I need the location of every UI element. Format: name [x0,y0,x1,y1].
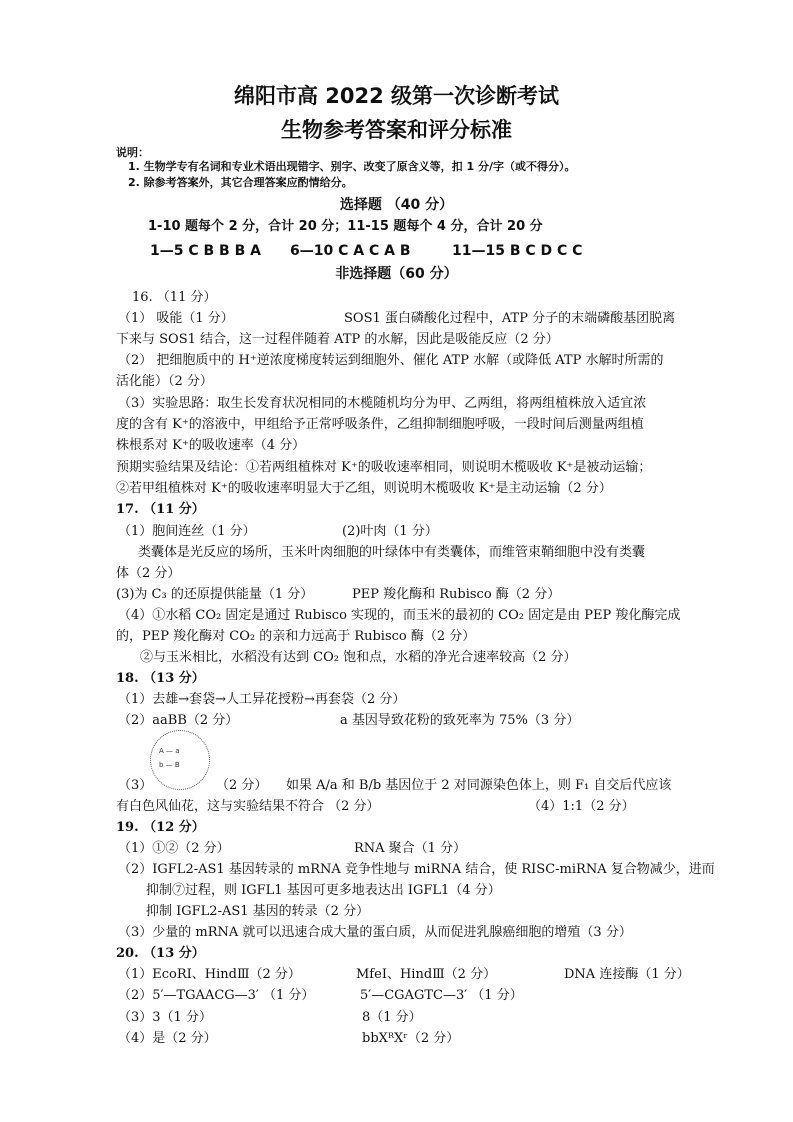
q16-ans1-part3: 下来与 SOS1 结合，这一过程伴随着 ATP 的水解，因此是吸能反应（2 分） [116,332,559,347]
q17-ans3-part2: PEP 羧化酶和 Rubisco 酶（2 分） [352,587,561,602]
q16-ans2-line2: 活化能）（2 分） [116,374,213,389]
q20-ans2-part2: 5′—CGAGTC—3′ （1 分） [360,988,523,1003]
q18-heading: 18. （13 分） [116,671,205,686]
q20-ans1-part1: （1）EcoRI、HindⅢ（2 分） [118,967,301,982]
q19-ans1-part2: RNA 聚合（1 分） [354,841,467,856]
q16-result-line1: 预期实验结果及结论：①若两组植株对 K⁺的吸收速率相同，则说明木榄吸收 K⁺是被动运输； [116,460,652,475]
q20-heading: 20. （13 分） [116,946,205,961]
non-mc-heading: 非选择题（60 分） [335,266,458,282]
q17-ans2-line1: 类囊体是光反应的场所，玉米叶肉细胞的叶绿体中有类囊体，而维管束鞘细胞中没有类囊 [138,545,646,560]
q19-ans2-line2: 抑制⑦过程，则 IGFL1 基因可更多地表达出 IGFL1（4 分） [146,883,501,898]
q17-ans1: （1）胞间连丝（1 分） [118,524,256,539]
note-1: 1. 生物学专有名词和专业术语出现错字、别字、改变了原含义等，扣 1 分/字（或不得分）。 [128,160,576,173]
q20-ans2-part1: （2）5′—TGAACG—3′ （1 分） [118,988,315,1003]
q20-ans4-part2: bbXᴿXʳ（2 分） [362,1031,460,1046]
gene-location-diagram [150,730,210,790]
q20-ans1-part2: MfeI、HindⅢ（2 分） [356,967,497,982]
mc-scoring: 1-10 题每个 2 分，合计 20 分；11-15 题每个 4 分，合计 20 分 [148,219,543,234]
q18-ans3-score: （2 分） [216,778,268,793]
q16-ans1-part2: SOS1 蛋白磷酸化过程中，ATP 分子的末端磷酸基团脱离 [344,311,676,326]
q16-result-line2: ②若甲组植株对 K⁺的吸收速率明显大于乙组，则说明木榄吸收 K⁺是主动运输（2 分） [116,481,612,496]
q17-ans2-line2: 体（2 分） [116,566,181,581]
q18-ans1: （1）去雄→套袋→人工异花授粉→再套袋（2 分） [118,692,406,707]
q17-ans4-line3: ②与玉米相比，水稻没有达到 CO₂ 饱和点，水稻的净光合速率较高（2 分） [140,650,577,665]
note-2: 2. 除参考答案外，其它合理答案应酌情给分。 [128,176,353,189]
q16-heading: 16. （11 分） [132,290,217,305]
mc-answers-1-5: 1—5 C B B B A [150,243,261,259]
q18-ans2-part2: a 基因导致花粉的致死率为 75%（3 分） [340,713,580,728]
q16-ans2-line1: （2） 把细胞质中的 H⁺逆浓度梯度转运到细胞外、催化 ATP 水解（或降低 ATP 水解时所需的 [118,353,664,368]
q19-ans2-line1: （2）IGFL2-AS1 基因转录的 mRNA 竞争性地与 miRNA 结合，使 RISC-miRNA 复合物减少，进而 [118,862,715,877]
q20-ans3-part2: 8（1 分） [362,1010,422,1025]
q20-ans1-part3: DNA 连接酶（1 分） [564,967,690,982]
mc-answers-6-10: 6—10 C A C A B [290,243,411,259]
q17-ans4-line2: 的，PEP 羧化酶对 CO₂ 的亲和力远高于 Rubisco 酶（2 分） [116,629,476,644]
mc-answers-11-15: 11—15 B C D C C [452,243,583,259]
q18-ans3-line2: 有白色风仙花，这与实验结果不符合 （2 分） [116,799,380,814]
title-line-2: 生物参考答案和评分标准 [281,118,512,142]
title-line-1: 绵阳市高 2022 级第一次诊断考试 [233,84,560,108]
notes-heading: 说明： [116,146,149,159]
q20-ans4-part1: （4）是（2 分） [118,1031,217,1046]
q20-ans3-part1: （3）3（1 分） [118,1010,212,1025]
gene-pair-b-label: b — B [159,761,180,769]
q16-ans3-line2: 度的含有 K⁺的溶液中，甲组给予正常呼吸条件，乙组抑制细胞呼吸，一段时间后测量两组植 [116,417,644,432]
mc-heading: 选择题 （40 分） [339,197,454,213]
q19-heading: 19. （12 分） [116,820,205,835]
q16-ans3-line1: （3）实验思路：取生长发育状况相同的木榄随机均分为甲、乙两组，将两组植株放入适宜浓 [118,396,647,411]
q17-ans4-line1: （4）①水稻 CO₂ 固定是通过 Rubisco 实现的，而玉米的最初的 CO₂ 固定是由 PEP 羧化酶完成 [118,608,681,623]
q18-ans2-part1: （2）aaBB（2 分） [118,713,239,728]
q18-ans3-line1: 如果 A/a 和 B/b 基因位于 2 对同源染色体上，则 F₁ 自交后代应该 [286,778,672,793]
q18-ans4: （4）1:1（2 分） [528,799,635,814]
q16-ans1-part1: （1） 吸能（1 分） [118,311,234,326]
q17-ans3-part1: (3)为 C₃ 的还原提供能量（1 分） [116,587,314,602]
q16-ans3-line3: 株根系对 K⁺的吸收速率（4 分） [116,438,306,453]
q17-heading: 17. （11 分） [116,502,205,517]
q19-ans2-line3: 抑制 IGFL2-AS1 基因的转录（2 分） [146,904,370,919]
q17-ans2: (2)叶肉（1 分） [342,524,438,539]
gene-pair-a-label: A — a [159,747,180,755]
q19-ans3: （3）少量的 mRNA 就可以迅速合成大量的蛋白质，从而促进乳腺癌细胞的增殖（3 分） [118,925,632,940]
q18-ans3-label: （3） [118,778,153,793]
q19-ans1-part1: （1）①②（2 分） [118,841,230,856]
